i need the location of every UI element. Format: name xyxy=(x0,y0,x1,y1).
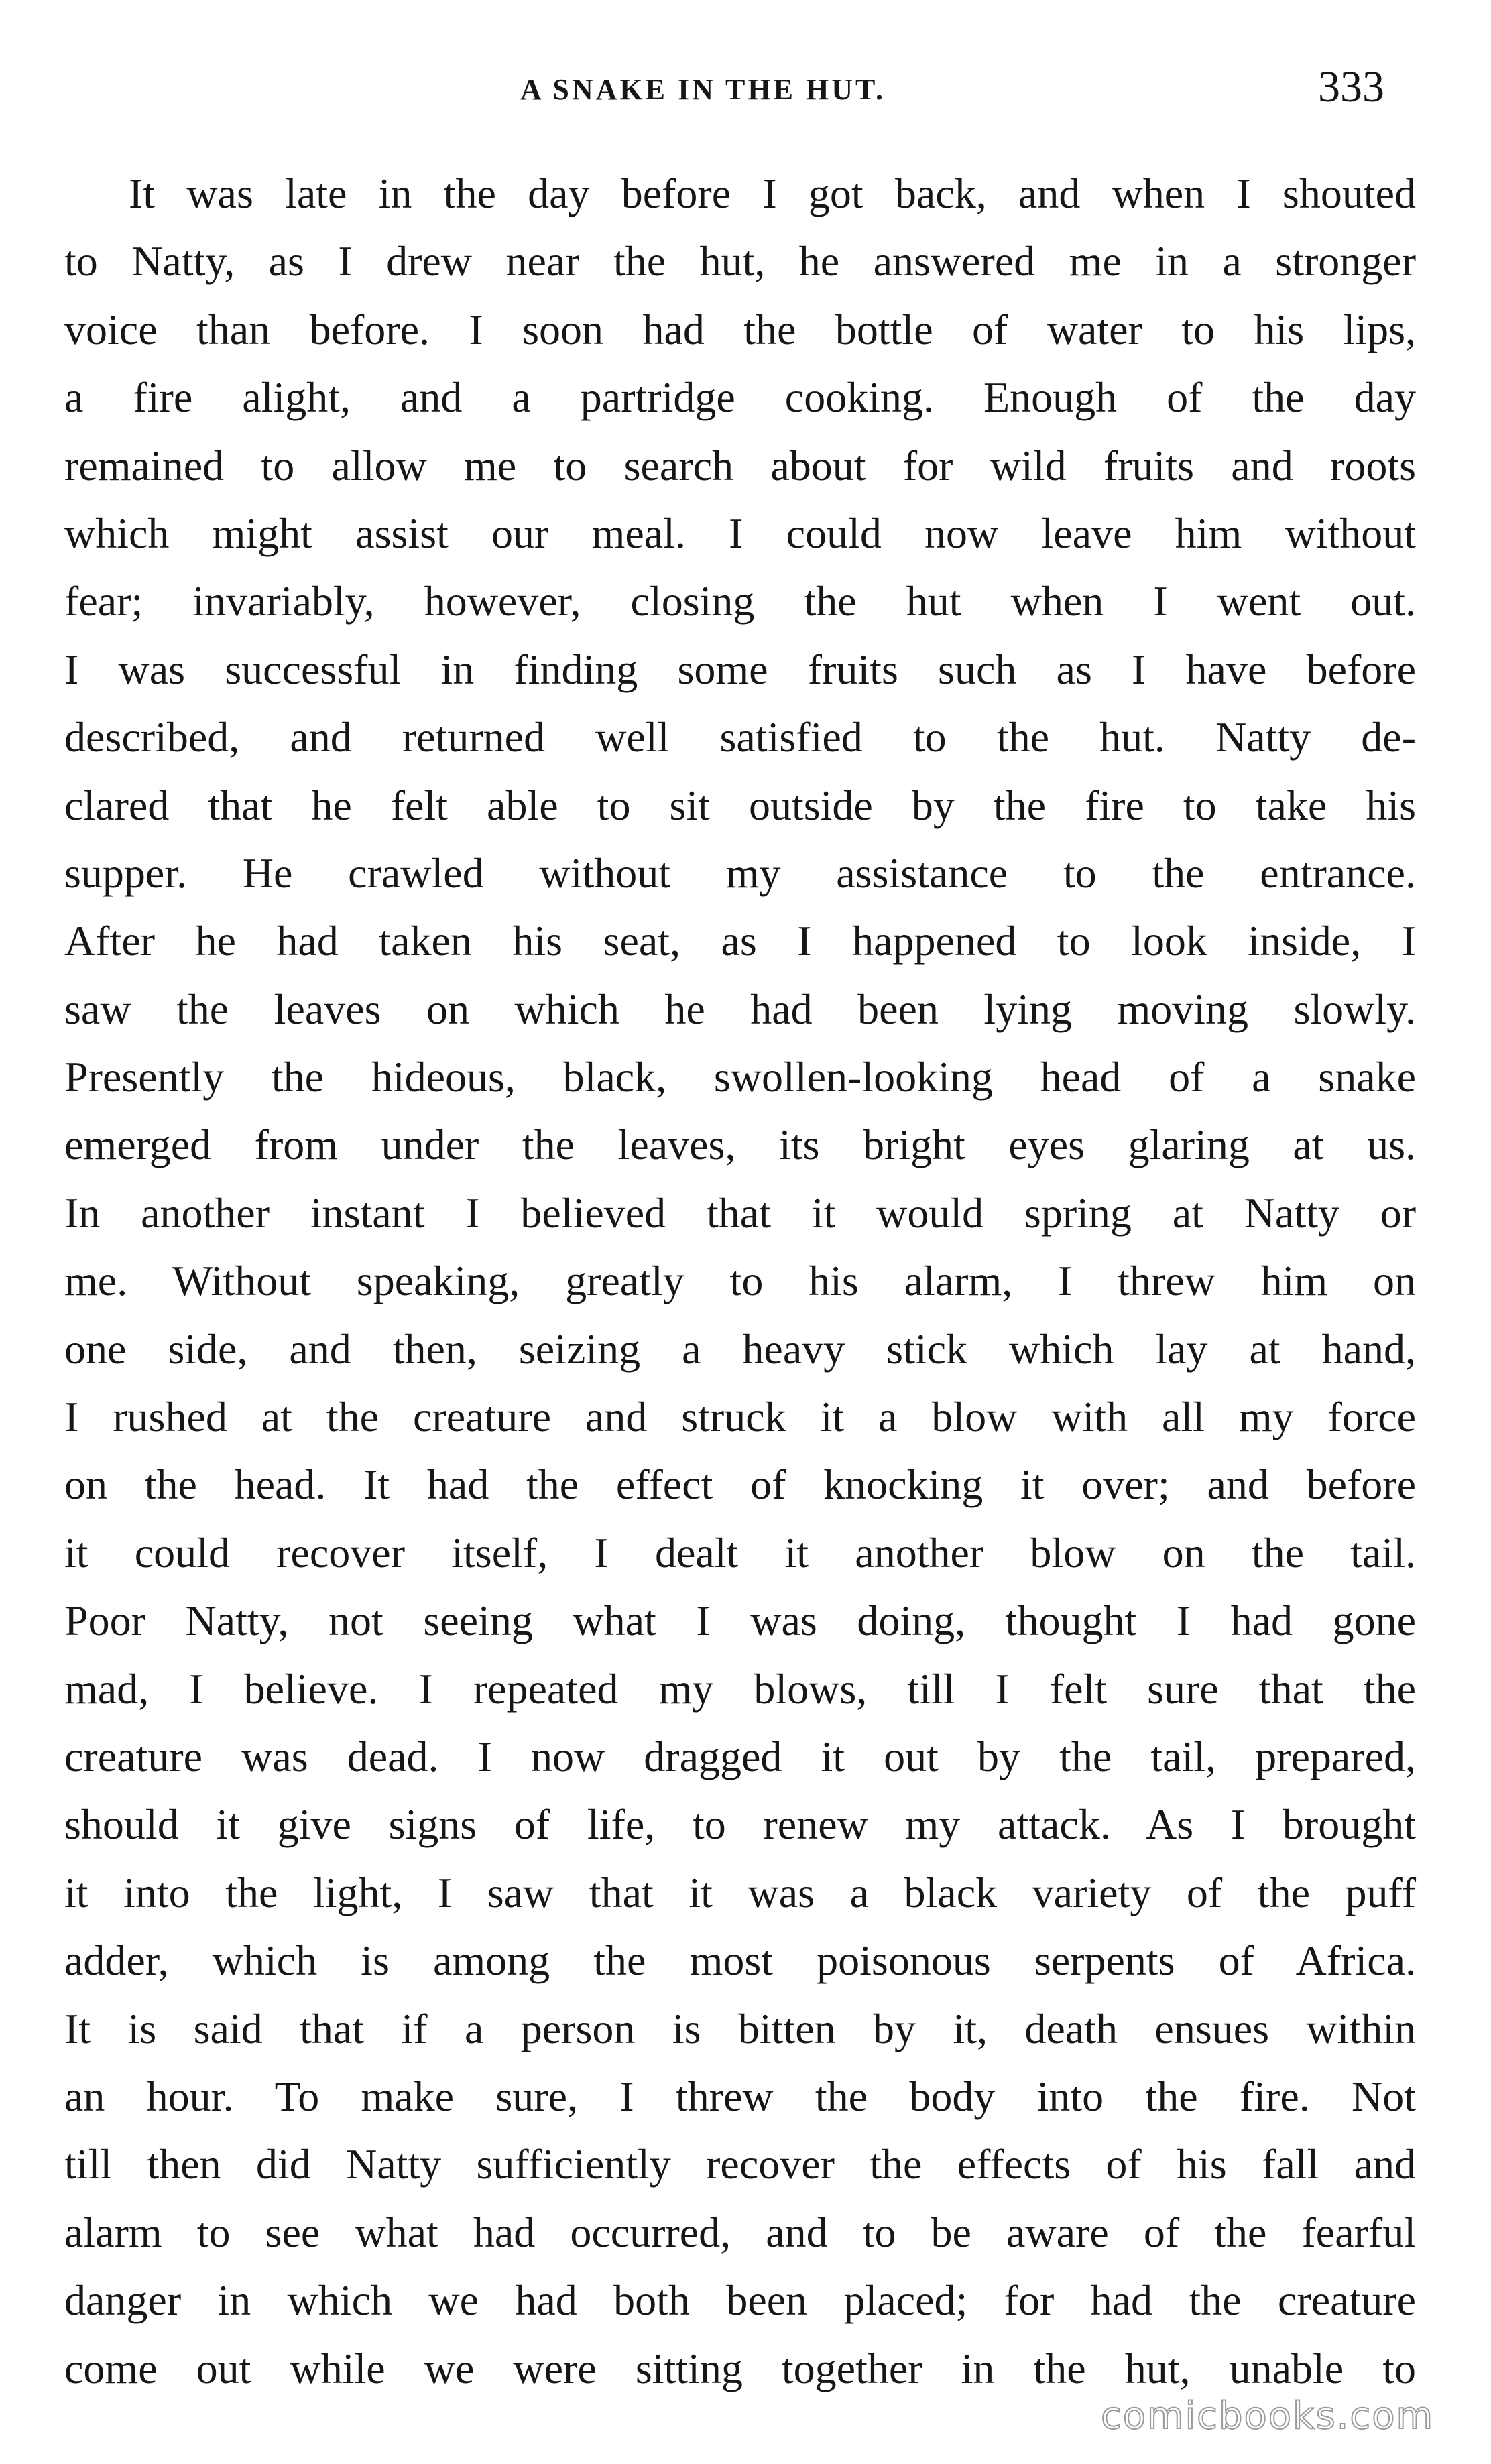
text-line: emerged from under the leaves, its bright eyes glaring at us. xyxy=(64,1121,1416,1169)
text-line: it into the light, I saw that it was a black variety of the puff xyxy=(64,1868,1416,1916)
text-line: adder, which is among the most poisonous serpents of Africa. xyxy=(64,1936,1416,1985)
text-line: remained to allow me to search about for wild fruits and roots xyxy=(64,441,1416,489)
text-line: to Natty, as I drew near the hut, he answered me in a stronger xyxy=(64,237,1416,286)
text-line: It was late in the day before I got back, and when I shouted xyxy=(129,170,1416,217)
text-line: Poor Natty, not seeing what I was doing, thought I had gone xyxy=(64,1597,1416,1645)
text-line: alarm to see what had occurred, and to be aware of the fearful xyxy=(64,2208,1416,2256)
text-line: described, and returned well satisfied to the hut. Natty de- xyxy=(64,713,1416,761)
page-number: 333 xyxy=(1318,62,1384,111)
text-line: In another instant I believed that it would spring at Natty or xyxy=(64,1188,1416,1237)
running-title: A SNAKE IN THE HUT. xyxy=(520,73,886,106)
text-line: I rushed at the creature and struck it a blow with all my force xyxy=(64,1393,1416,1441)
text-line: on the head. It had the effect of knocking it over; and before xyxy=(64,1461,1416,1509)
text-line: After he had taken his seat, as I happened to look inside, I xyxy=(64,917,1416,965)
text-line: an hour. To make sure, I threw the body into the fire. Not xyxy=(64,2072,1416,2120)
text-line: me. Without speaking, greatly to his alarm, I threw him on xyxy=(64,1257,1416,1305)
text-line: come out while we were sitting together in the hut, unable to xyxy=(64,2344,1416,2392)
text-line: it could recover itself, I dealt it another blow on the tail. xyxy=(64,1528,1416,1577)
body-text xyxy=(64,160,1416,2402)
text-line: clared that he felt able to sit outside by the fire to take his xyxy=(64,781,1416,829)
text-line: saw the leaves on which he had been lying moving slowly. xyxy=(64,985,1416,1033)
text-line: one side, and then, seizing a heavy stick which lay at hand, xyxy=(64,1325,1416,1373)
text-line: I was successful in finding some fruits such as I have before xyxy=(64,645,1416,693)
text-line: danger in which we had both been placed; for had the creature xyxy=(64,2276,1416,2325)
text-line: voice than before. I soon had the bottle of water to his lips, xyxy=(64,305,1416,353)
text-line: It is said that if a person is bitten by it, death ensues within xyxy=(64,2004,1416,2052)
text-line: till then did Natty sufficiently recover the effects of his fall and xyxy=(64,2140,1416,2189)
text-line: a fire alight, and a partridge cooking. Enough of the day xyxy=(64,373,1416,422)
text-line: should it give signs of life, to renew my attack. As I brought xyxy=(64,1800,1416,1849)
watermark: comicbooks.com xyxy=(1101,2394,1435,2438)
text-line: fear; invariably, however, closing the hut when I went out. xyxy=(64,577,1416,625)
running-head xyxy=(0,62,1491,115)
text-line: supper. He crawled without my assistance to the entrance. xyxy=(64,849,1416,897)
text-line: mad, I believe. I repeated my blows, till I felt sure that the xyxy=(64,1664,1416,1713)
text-line: Presently the hideous, black, swollen-looking head of a snake xyxy=(64,1053,1416,1101)
text-line: which might assist our meal. I could now leave him without xyxy=(64,509,1416,557)
text-line: creature was dead. I now dragged it out by the tail, prepared, xyxy=(64,1732,1416,1780)
